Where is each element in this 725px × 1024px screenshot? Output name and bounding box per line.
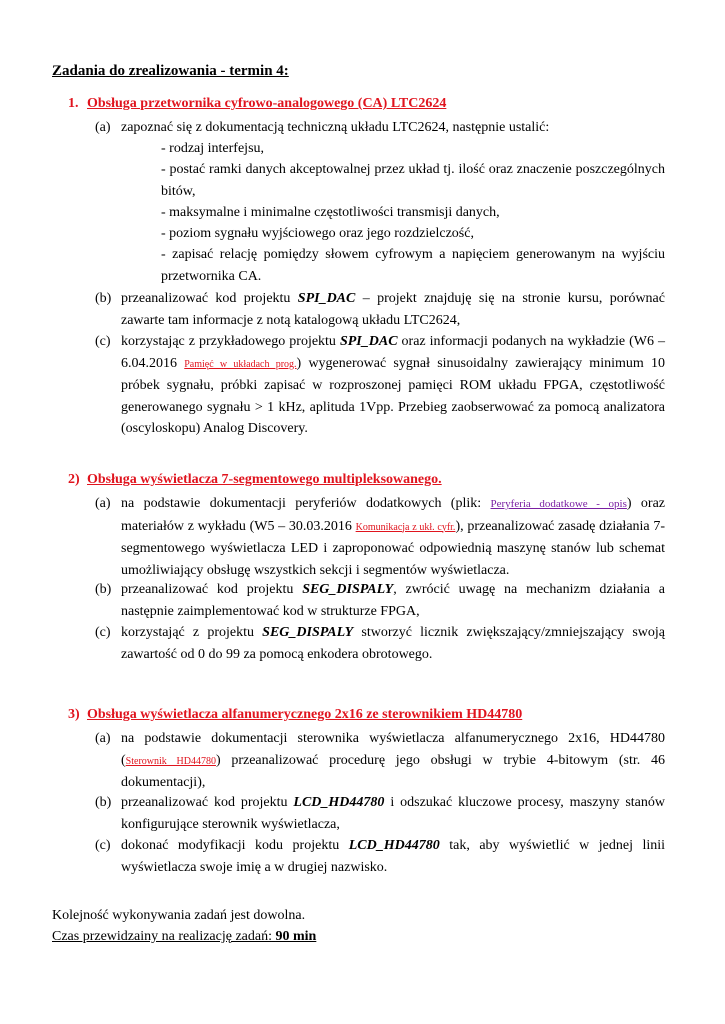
hd44780-link[interactable]: Sterownik HD44780	[125, 755, 216, 767]
section-1-number: 1.	[68, 96, 79, 111]
section-1-item-b: (b) przeanalizować kod projektu SPI_DAC – projekt znajduję się na stronie kursu, porównać zawarte tam informacje z notą katalogową układu LTC2624,	[95, 288, 665, 331]
lecture-link[interactable]: Komunikacja z ukł. cyfr.	[355, 521, 456, 533]
item-text: korzystając z przykładowego projektu SPI_DAC oraz informacji podanych na wykładzie (W6 – 6.04.2016 Pamięć w układach prog.) wygenerować sygnał sinusoidalny zawierający minimum 10 próbek sygnału, próbki zapisać w rozproszonej pamięci ROM układu FPGA, częstotliwość generowanego sygnału > 1 kHz, aplituda 1Vpp. Przebieg zaobserwować za pomocą analizatora (oscyloskopu) Analog Discovery.	[121, 334, 666, 436]
sub-item-frame: - postać ramki danych akceptowalnej przez układ tj. ilość oraz znaczenie poszczególnych bitów,	[161, 162, 665, 199]
section-1-heading	[68, 96, 446, 112]
sub-item-relation: - zapisać relację pomiędzy słowem cyfrowym a napięciem generowanym na wyjściu przetwornika CA.	[161, 247, 665, 284]
item-text: na podstawie dokumentacji sterownika wyświetlacza alfanumerycznego 2x16, HD44780 (Sterownik HD44780) przeanalizować procedurę jego obsługi w trybie 4-bitowym (str. 46 dokumentacji),	[121, 731, 665, 790]
code-name: LCD_HD44780	[293, 795, 385, 810]
section-3-item-b: (b) przeanalizować kod projektu LCD_HD44780 i odszukać kluczowe procesy, maszyny stanów konfigurujące sterownik wyświetlacza,	[95, 792, 665, 835]
section-1-item-a	[95, 117, 665, 139]
sub-item-frequency: - maksymalne i minimalne częstotliwości transmisji danych,	[161, 205, 500, 220]
code-name: SEG_DISPALY	[262, 625, 354, 640]
code-name: LCD_HD44780	[348, 838, 440, 853]
section-3-item-c: (c) dokonać modyfikacji kodu projektu LCD_HD44780 tak, aby wyświetlić w jednej linii wyświetlacza swoje imię a w drugiej nazwisko.	[95, 835, 665, 878]
order-note: Kolejność wykonywania zadań jest dowolna.	[52, 908, 306, 923]
code-name: SPI_DAC	[339, 334, 398, 349]
code-name: SEG_DISPALY	[302, 582, 394, 597]
sub-item-interface: - rodzaj interfejsu,	[161, 141, 265, 156]
item-text: przeanalizować kod projektu SPI_DAC – projekt znajduję się na stronie kursu, porównać zawarte tam informacje z notą katalogową układu LTC2624,	[121, 291, 665, 328]
item-text: korzystająć z projektu SEG_DISPALY stworzyć licznik zwiększający/zmniejszający swoją zawartość od 0 do 99 za pomocą enkodera obrotowego.	[121, 625, 666, 662]
item-text: na podstawie dokumentacji peryferiów dodatkowych (plik: Peryferia dodatkowe - opis) oraz materiałów z wykładu (W5 – 30.03.2016 Komunikacja z ukł. cyfr.), przeanalizować zasadę działania 7-segmentowego wyświetlacza LED i zaproponować odpowiednią maszynę stanów lub schemat umożliwiający obsługę wszystkich sekcji i segmentów wyświetlacza.	[121, 496, 666, 578]
section-2-item-a: (a) na podstawie dokumentacji peryferiów dodatkowych (plik: Peryferia dodatkowe - opis) oraz materiałów z wykładu (W5 – 30.03.2016 Komunikacja z ukł. cyfr.), przeanalizować zasadę działania 7-segmentowego wyświetlacza LED i zaproponować odpowiednią maszynę stanów lub schemat umożliwiający obsługę wszystkich sekcji i segmentów wyświetlacza.	[95, 493, 665, 581]
page-title: Zadania do zrealizowania - termin 4:	[52, 63, 289, 79]
peripherals-link[interactable]: Peryferia dodatkowe - opis	[490, 498, 627, 510]
item-label: (a)	[95, 120, 111, 135]
lecture-link[interactable]: Pamięć w układach prog.	[184, 358, 297, 370]
item-text: zapoznać się z dokumentacją techniczną układu LTC2624, następnie ustalić:	[121, 120, 550, 135]
sub-item-output-level: - poziom sygnału wyjściowego oraz jego rozdzielczość,	[161, 226, 474, 241]
section-3-item-a: (a) na podstawie dokumentacji sterownika wyświetlacza alfanumerycznego 2x16, HD44780 (Sterownik HD44780) przeanalizować procedurę jego obsługi w trybie 4-bitowym (str. 46 dokumentacji),	[95, 728, 665, 794]
code-name: SPI_DAC	[297, 291, 356, 306]
item-text: przeanalizować kod projektu SEG_DISPALY, zwrócić uwagę na mechanizm działania a następnie zaimplementować kod w strukturze FPGA,	[121, 582, 665, 619]
time-note: Czas przewidzainy na realizację zadań: 90 min	[52, 929, 317, 944]
section-1-title: Obsługa przetwornika cyfrowo-analogowego (CA) LTC2624	[87, 96, 447, 111]
section-3-heading: 3) Obsługa wyświetlacza alfanumerycznego 2x16 ze sterownikiem HD44780	[68, 707, 523, 722]
section-2-item-b: (b) przeanalizować kod projektu SEG_DISPALY, zwrócić uwagę na mechanizm działania a następnie zaimplementować kod w strukturze FPGA,	[95, 579, 665, 622]
section-2-heading: 2) Obsługa wyświetlacza 7-segmentowego multipleksowanego.	[68, 472, 442, 487]
item-text: dokonać modyfikacji kodu projektu LCD_HD44780 tak, aby wyświetlić w jednej linii wyświetlacza swoje imię a w drugiej nazwisko.	[121, 838, 666, 875]
time-value: 90 min	[275, 929, 317, 944]
section-2-item-c: (c) korzystająć z projektu SEG_DISPALY stworzyć licznik zwiększający/zmniejszający swoją zawartość od 0 do 99 za pomocą enkodera obrotowego.	[95, 622, 665, 665]
section-1-item-c: (c) korzystając z przykładowego projektu SPI_DAC oraz informacji podanych na wykładzie (W6 – 6.04.2016 Pamięć w układach prog.) wygenerować sygnał sinusoidalny zawierający minimum 10 próbek sygnału, próbki zapisać w rozproszonej pamięci ROM układu FPGA, częstotliwość generowanego sygnału > 1 kHz, aplituda 1Vpp. Przebieg zaobserwować za pomocą analizatora (oscyloskopu) Analog Discovery.	[95, 331, 665, 440]
item-text: przeanalizować kod projektu LCD_HD44780 i odszukać kluczowe procesy, maszyny stanów konfigurujące sterownik wyświetlacza,	[121, 795, 666, 832]
